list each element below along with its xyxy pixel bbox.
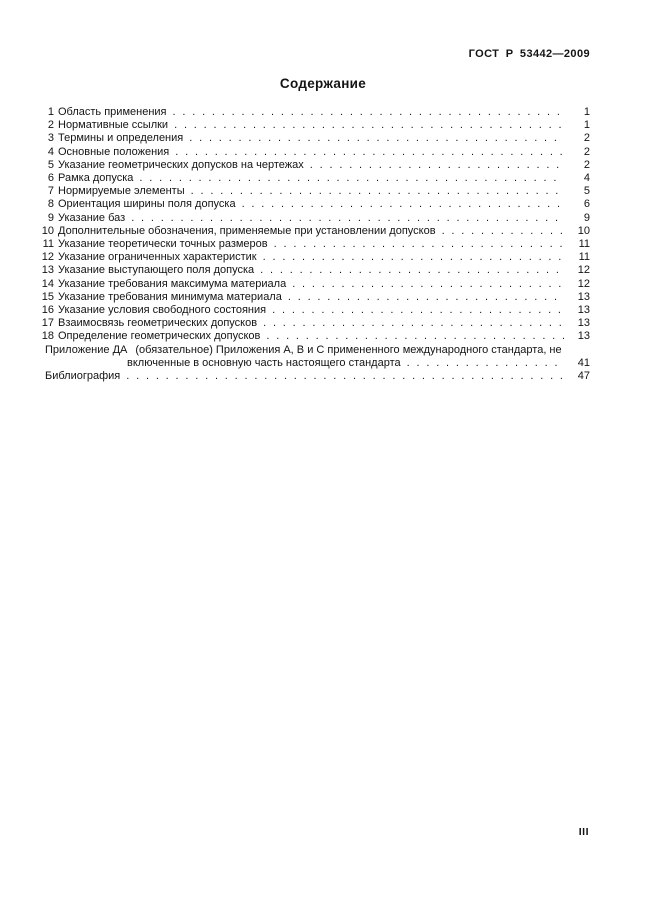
doc-number: ГОСТ Р 53442—2009 xyxy=(468,48,590,60)
toc-page-number: 11 xyxy=(578,238,590,251)
dot-leader xyxy=(260,330,564,343)
bibliography-title: Библиография xyxy=(45,370,121,383)
toc-page-number: 5 xyxy=(583,185,590,198)
toc-page-number: 13 xyxy=(577,330,590,343)
toc-entry xyxy=(41,238,590,251)
toc-entry-title: Указание требования максимума материала xyxy=(58,277,287,290)
toc-entry-title: Термины и определения xyxy=(58,132,184,145)
table-of-contents xyxy=(41,106,590,383)
appendix-label: Приложение ДА xyxy=(45,343,128,356)
toc-entry xyxy=(41,291,590,304)
toc-entry xyxy=(41,198,590,211)
toc-entry-number: 8 xyxy=(47,198,54,211)
dot-leader xyxy=(183,132,564,145)
toc-entry-number: 1 xyxy=(47,106,54,118)
toc-entry xyxy=(41,251,590,264)
toc-entry-number: 13 xyxy=(41,264,54,277)
dot-leader xyxy=(257,251,564,264)
toc-entry xyxy=(41,225,590,238)
toc-entry xyxy=(41,159,590,172)
dot-leader xyxy=(286,278,564,291)
toc-entry xyxy=(41,278,590,291)
toc-entry xyxy=(41,317,590,330)
toc-entry-title: Указание баз xyxy=(58,211,126,224)
toc-entry xyxy=(41,132,590,145)
dot-leader xyxy=(236,198,564,211)
dot-leader xyxy=(304,159,564,172)
toc-entry-title: Нормируемые элементы xyxy=(58,185,185,198)
toc-entry-appendix xyxy=(41,344,590,357)
toc-page-number: 13 xyxy=(577,304,590,317)
dot-leader xyxy=(268,238,564,251)
toc-entry xyxy=(41,185,590,198)
toc-entry-title: Основные положения xyxy=(58,145,170,158)
toc-entry xyxy=(41,106,590,119)
dot-leader xyxy=(120,370,564,383)
page-title: Содержание xyxy=(279,76,367,91)
toc-page-number: 6 xyxy=(583,198,590,211)
toc-page-number: 12 xyxy=(577,264,590,277)
toc-entry-number: 4 xyxy=(47,145,54,158)
toc-entry-number: 17 xyxy=(41,317,54,330)
dot-leader xyxy=(167,106,565,119)
toc-page-number: 9 xyxy=(583,211,590,224)
toc-entry xyxy=(41,146,590,159)
toc-page-number: 1 xyxy=(583,106,590,118)
toc-entry-number: 11 xyxy=(42,238,54,251)
toc-entry-title: Определение геометрических допусков xyxy=(58,330,261,343)
dot-leader xyxy=(125,212,564,225)
toc-page-number: 13 xyxy=(577,290,590,303)
dot-leader xyxy=(254,264,564,277)
toc-entry-number: 3 xyxy=(47,132,54,145)
dot-leader xyxy=(436,225,564,238)
toc-page-number: 1 xyxy=(583,119,590,132)
toc-entry-appendix-continuation xyxy=(41,357,590,370)
appendix-description-line2: включенные в основную часть настоящего стандарта xyxy=(127,356,401,369)
appendix-description: (обязательное) Приложения А, В и С примененного международного стандарта, не xyxy=(135,343,562,356)
toc-entry-number: 9 xyxy=(47,211,54,224)
toc-entry-number: 14 xyxy=(41,277,54,290)
dot-leader xyxy=(133,172,564,185)
toc-entry-title: Нормативные ссылки xyxy=(58,119,169,132)
toc-entry-title: Указание выступающего поля допуска xyxy=(58,264,255,277)
toc-entry-number: 7 xyxy=(47,185,54,198)
dot-leader xyxy=(282,291,564,304)
toc-page-number: 47 xyxy=(577,370,590,383)
toc-entry-title: Взаимосвязь геометрических допусков xyxy=(58,317,258,330)
toc-page-number: 10 xyxy=(577,224,590,237)
toc-entry xyxy=(41,264,590,277)
toc-page-number: 4 xyxy=(583,172,590,185)
toc-page-number: 2 xyxy=(583,158,590,171)
toc-entry-title: Рамка допуска xyxy=(58,172,134,185)
toc-page-number: 2 xyxy=(583,145,590,158)
toc-entry-title: Область применения xyxy=(58,106,167,118)
toc-page-number: 11 xyxy=(578,251,590,264)
toc-entry-title: Дополнительные обозначения, применяемые при установлении допусков xyxy=(58,224,436,237)
toc-entry xyxy=(41,304,590,317)
toc-page-number: 12 xyxy=(577,277,590,290)
dot-leader xyxy=(169,146,564,159)
toc-entry-number: 16 xyxy=(41,304,54,317)
toc-entry-title: Указание требования минимума материала xyxy=(58,290,282,303)
toc-numbered-entries xyxy=(41,106,590,344)
dot-leader xyxy=(185,185,564,198)
toc-entry xyxy=(41,172,590,185)
toc-page-number: 41 xyxy=(577,356,590,369)
dot-leader xyxy=(266,304,564,317)
toc-entry xyxy=(41,330,590,343)
toc-entry-title: Указание геометрических допусков на чертежах xyxy=(58,158,304,171)
toc-entry-number: 18 xyxy=(41,330,54,343)
dot-leader xyxy=(168,119,564,132)
toc-entry-title: Указание условия свободного состояния xyxy=(58,304,267,317)
toc-entry-bibliography xyxy=(41,370,590,383)
toc-entry-number: 6 xyxy=(47,172,54,185)
toc-entry-title: Указание теоретически точных размеров xyxy=(58,238,268,251)
dot-leader xyxy=(257,317,564,330)
toc-page-number: 2 xyxy=(583,132,590,145)
toc-entry xyxy=(41,119,590,132)
toc-entry-title: Указание ограниченных характеристик xyxy=(58,251,257,264)
sheet-number: III xyxy=(578,826,589,838)
toc-entry-number: 15 xyxy=(41,290,54,303)
toc-entry-title: Ориентация ширины поля допуска xyxy=(58,198,236,211)
toc-entry xyxy=(41,212,590,225)
toc-page-number: 13 xyxy=(577,317,590,330)
dot-leader xyxy=(401,357,564,370)
toc-entry-number: 12 xyxy=(41,251,54,264)
toc-entry-number: 2 xyxy=(47,119,54,132)
toc-entry-number: 10 xyxy=(41,224,54,237)
toc-entry-number: 5 xyxy=(47,158,54,171)
